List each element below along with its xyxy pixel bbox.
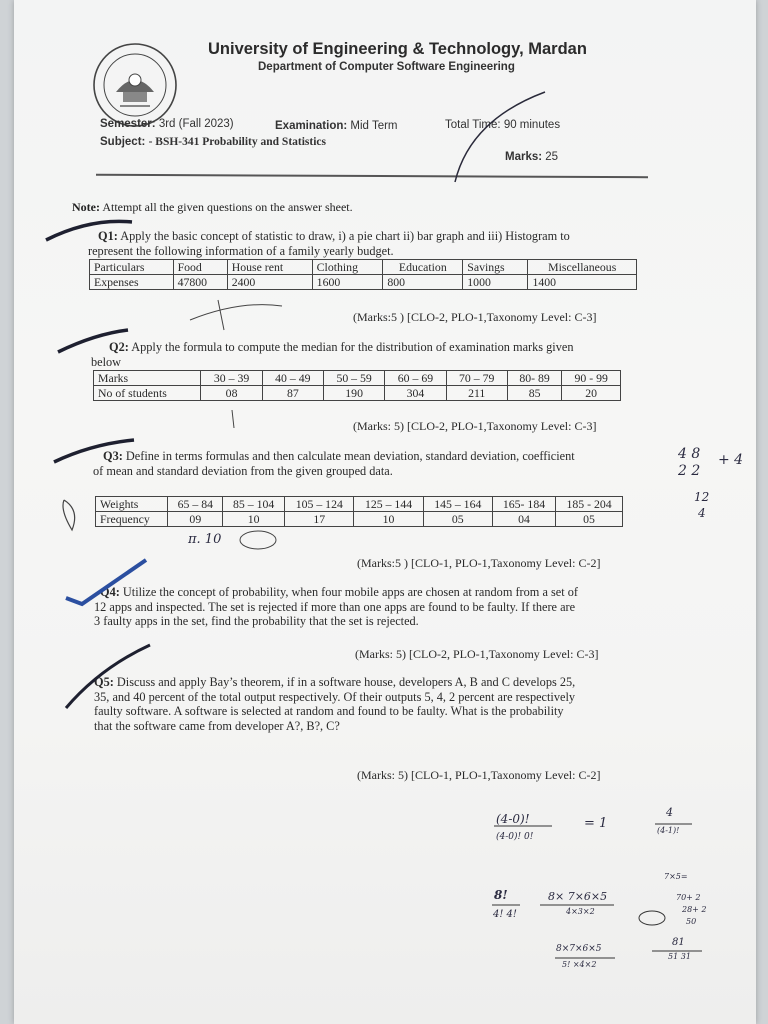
hw-near-table: π. 10 (188, 532, 222, 547)
q4-number: Q4: (100, 585, 120, 599)
q4-line-1: Utilize the concept of probability, when four mobile apps are chosen at random from a set of (122, 585, 578, 599)
q1-marks: (Marks:5 ) [CLO-2, PLO-1,Taxonomy Level: C-3] (353, 310, 597, 324)
table-cell: No of students (94, 386, 201, 401)
hw-comb-extra: + 4 (718, 452, 744, 468)
table-cell: Education (383, 260, 463, 275)
table-cell: 05 (556, 512, 623, 527)
table-cell: 87 (262, 386, 323, 401)
table-cell: 60 – 69 (385, 371, 446, 386)
exam-value: Mid Term (350, 120, 398, 132)
table-cell: 90 - 99 (562, 371, 621, 386)
hw-frac3-den: 4! 4! (493, 909, 517, 920)
hw-frac1-num: (4-0)! (496, 812, 530, 826)
hw-comb-top: 4 8 (678, 446, 701, 462)
table-cell: 190 (324, 386, 385, 401)
q5-number: Q5: (94, 675, 114, 689)
table-cell: Marks (94, 371, 201, 386)
q3-number: Q3: (103, 449, 123, 463)
table-cell: 70 – 79 (446, 371, 507, 386)
marks-label: Marks: (505, 151, 543, 163)
hw-comb2-bot: 4 (698, 506, 706, 520)
q3-line-1: Define in terms formulas and then calculate mean deviation, standard deviation, coefficient (125, 449, 575, 463)
hw-side2: 70+ 2 (676, 893, 701, 902)
q4-line-2: 12 apps and inspected. The set is rejected if more than one apps are found to be faulty. If there are (94, 599, 576, 614)
q4-line-3: 3 faulty apps in the set, find the probability that the set is rejected. (94, 614, 419, 628)
q3-line-2: of mean and standard deviation from the given grouped data. (93, 463, 393, 478)
hw-comb2-top: 12 (694, 490, 710, 504)
table-cell: 800 (383, 275, 463, 290)
hw-side1: 7×5= (664, 872, 688, 881)
q2-line-1: Apply the formula to compute the median for the distribution of examination marks given (131, 340, 574, 354)
note-label: Note: (72, 200, 100, 214)
hw-frac3-num: 8! (494, 888, 508, 902)
time-label: Total Time: (445, 119, 501, 131)
table-cell: 08 (201, 386, 262, 401)
note-text: Attempt all the given questions on the answer sheet. (102, 200, 353, 214)
q5-line-3: faulty software. A software is selected at random and found to be faulty. What is the probability (94, 704, 564, 718)
semester-value: 3rd (Fall 2023) (158, 118, 234, 130)
q4-marks: (Marks: 5) [CLO-2, PLO-1,Taxonomy Level: C-3] (355, 647, 599, 661)
table-cell: 10 (354, 512, 423, 527)
table-cell: 65 – 84 (168, 497, 223, 512)
table-cell: 185 - 204 (556, 497, 623, 512)
q1-line-1: Apply the basic concept of statistic to draw, i) a pie chart ii) bar graph and iii) Histogram to (120, 229, 570, 243)
table-cell: 165- 184 (492, 497, 555, 512)
q1-number: Q1: (98, 229, 118, 243)
table-cell: 211 (446, 386, 507, 401)
table-cell: Savings (463, 260, 528, 275)
hw-eq-one: = 1 (584, 816, 608, 831)
table-cell: 125 – 144 (354, 497, 423, 512)
q5-line-4: that the software came from developer A?, B?, C? (94, 718, 340, 733)
table-cell: Particulars (90, 260, 174, 275)
marks-value: 25 (545, 151, 559, 163)
table-cell: Weights (96, 497, 168, 512)
table-cell: 30 – 39 (201, 371, 262, 386)
hw-expr1-den: 4×3×2 (566, 907, 595, 916)
hw-comb-bot: 2 2 (678, 463, 701, 479)
q3-marks: (Marks:5 ) [CLO-1, PLO-1,Taxonomy Level: C-2] (357, 556, 601, 570)
hw-expr2-den: 5! ×4×2 (562, 960, 597, 969)
table-cell: Clothing (312, 260, 383, 275)
semester-label: Semester: (100, 118, 156, 130)
table-cell: House rent (227, 260, 312, 275)
table-cell: 20 (562, 386, 621, 401)
table-cell: 2400 (227, 275, 312, 290)
table-cell: 10 (223, 512, 285, 527)
department-title: Department of Computer Software Engineering (258, 61, 515, 73)
exam-label: Examination: (275, 120, 348, 132)
table-cell: 304 (385, 386, 446, 401)
table-cell: 47800 (173, 275, 227, 290)
q1-line-2: represent the following information of a family yearly budget. (88, 243, 394, 258)
table-cell: 05 (423, 512, 492, 527)
table-cell: 1400 (528, 275, 637, 290)
q2-marks: (Marks: 5) [CLO-2, PLO-1,Taxonomy Level: C-3] (353, 419, 597, 433)
q5-marks: (Marks: 5) [CLO-1, PLO-1,Taxonomy Level: C-2] (357, 768, 601, 782)
table-cell: 40 – 49 (262, 371, 323, 386)
subject-value: - BSH-341 Probability and Statistics (148, 136, 326, 148)
q5-line-1: Discuss and apply Bay’s theorem, if in a software house, developers A, B and C develops 25, (116, 675, 576, 689)
hw-frac2-num: 4 (666, 806, 673, 819)
hw-side3: 28+ 2 (682, 905, 707, 914)
time-value: 90 minutes (503, 119, 561, 131)
hw-frac2-den: (4-1)! (657, 826, 680, 835)
table-cell: 50 – 59 (324, 371, 385, 386)
hw-frac1-den: (4-0)! 0! (496, 832, 534, 842)
table-cell: 85 – 104 (223, 497, 285, 512)
table-cell: 17 (285, 512, 354, 527)
table-cell: 105 – 124 (285, 497, 354, 512)
hw-frac4-den: 51 31 (668, 952, 691, 961)
hw-frac4-num: 81 (672, 937, 685, 948)
table-cell: Frequency (96, 512, 168, 527)
hw-side4: 50 (686, 917, 697, 926)
table-cell: 04 (492, 512, 555, 527)
hw-expr2: 8×7×6×5 (556, 944, 602, 954)
table-cell: Food (173, 260, 227, 275)
q5-line-2: 35, and 40 percent of the total output respectively. Of their outputs 5, 4, 2 percent are respectively (94, 689, 576, 704)
table-cell: 80- 89 (507, 371, 562, 386)
q2-number: Q2: (109, 340, 129, 354)
hw-expr1: 8× 7×6×5 (548, 890, 608, 903)
q2-line-2: below (91, 354, 122, 369)
subject-label: Subject: (100, 136, 146, 148)
table-cell: 09 (168, 512, 223, 527)
table-cell: 145 – 164 (423, 497, 492, 512)
table-cell: Expenses (90, 275, 174, 290)
university-title: University of Engineering & Technology, Mardan (208, 40, 587, 58)
table-cell: 1000 (463, 275, 528, 290)
table-cell: 85 (507, 386, 562, 401)
table-cell: Miscellaneous (528, 260, 637, 275)
table-cell: 1600 (312, 275, 383, 290)
